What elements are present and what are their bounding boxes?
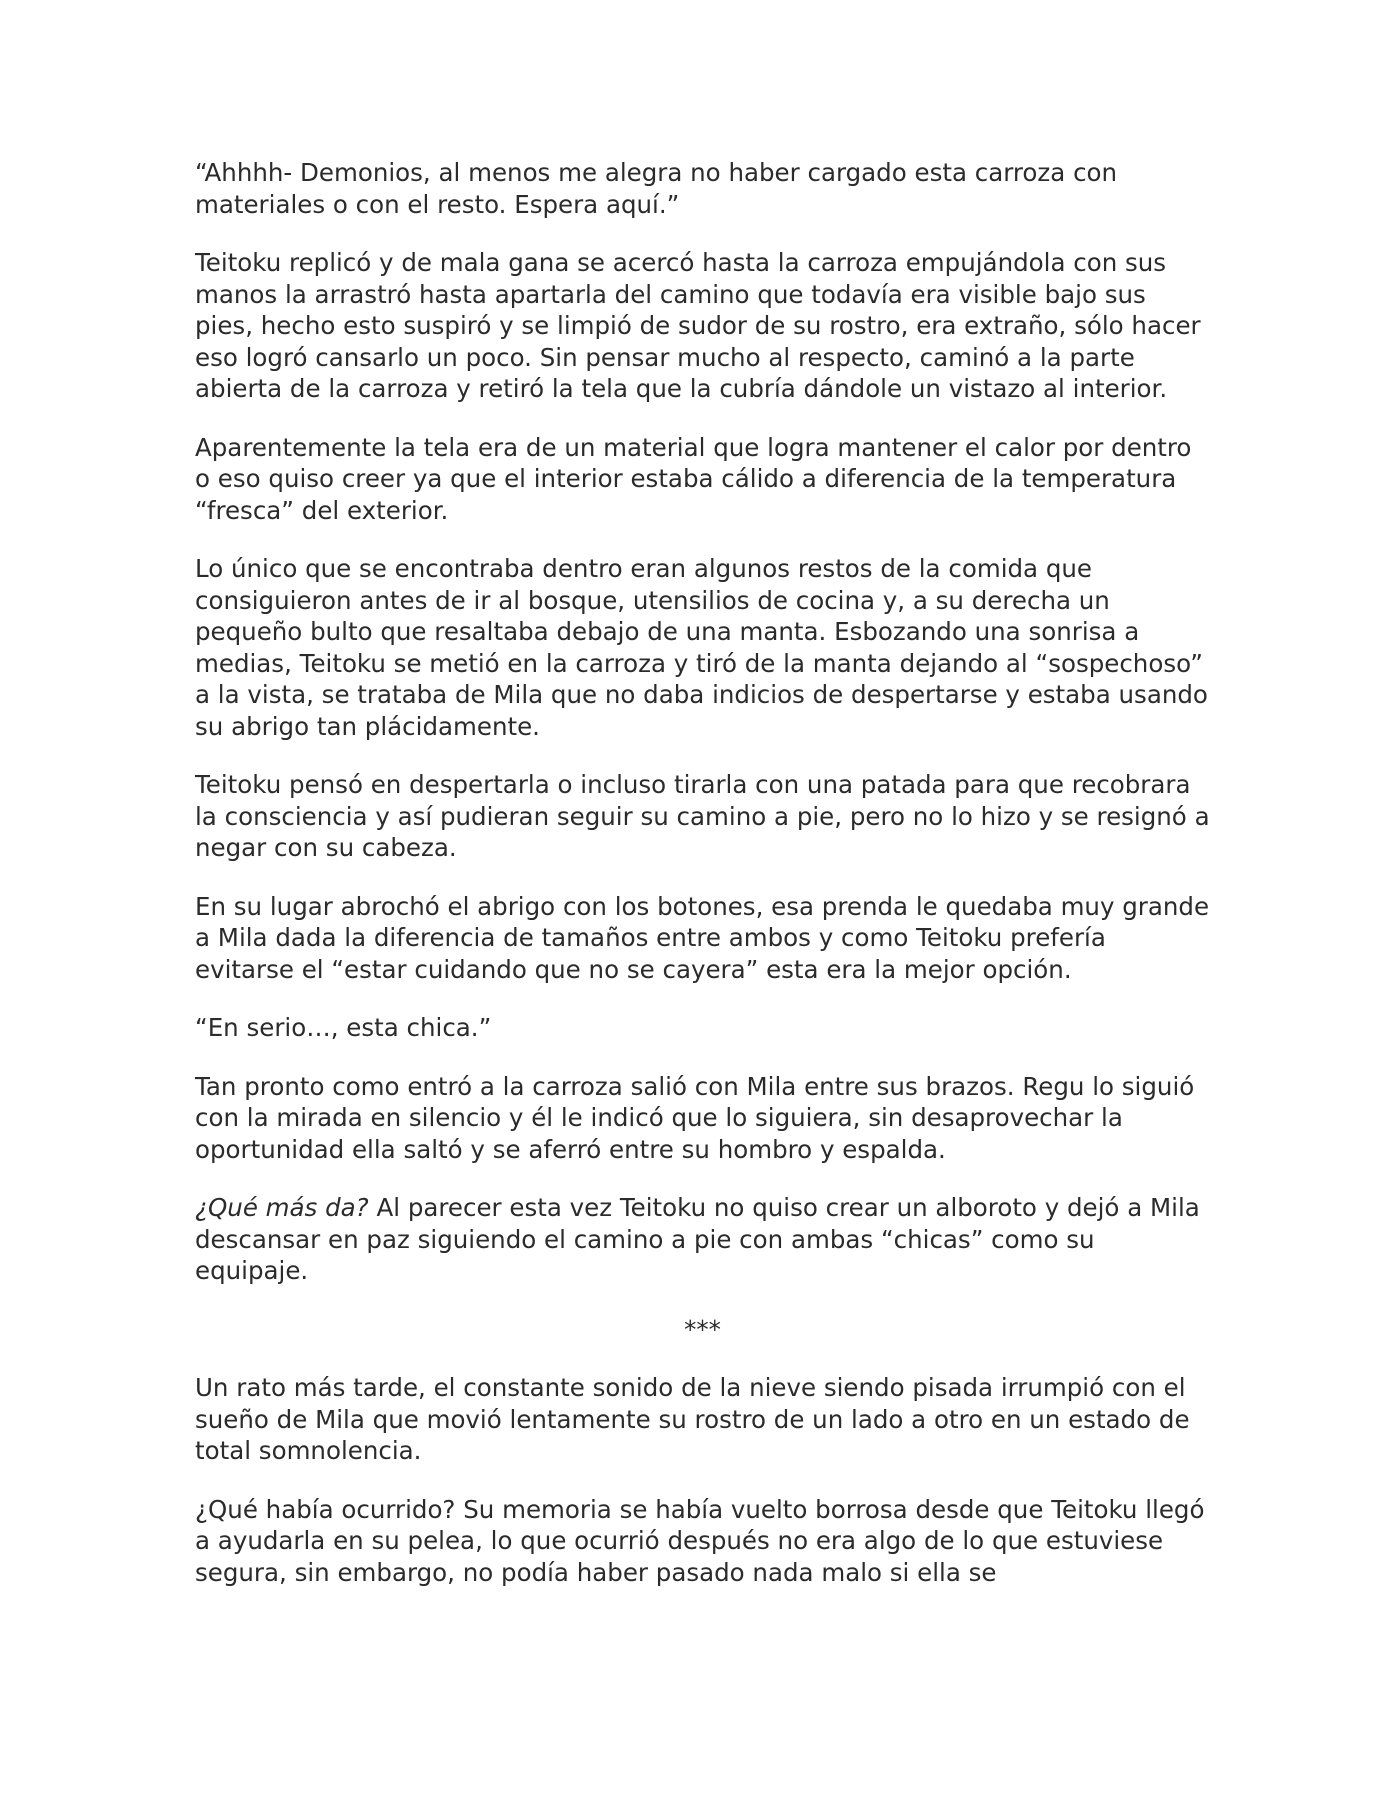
paragraph: “Ahhhh- Demonios, al menos me alegra no haber cargado esta carroza con materiales o con el resto. Espera aquí.” [195, 158, 1118, 219]
paragraph: Teitoku replicó y de mala gana se acercó hasta la carroza empujándola con sus manos la arrastró hasta apartarla del camino que todavía era visible bajo sus pies, hecho esto suspiró y se limpió de sudor de su rostro, era extraño, sólo hacer eso logró cansarlo un poco. Sin pensar mucho al respecto, caminó a la parte abierta de la carroza y retiró la tela que la cubría dándole un vistazo al interior. [195, 248, 1201, 403]
italic-phrase: ¿Qué más da? [195, 1193, 369, 1222]
paragraph: Un rato más tarde, el constante sonido de la nieve siendo pisada irrumpió con el sueño de Mila que movió lentamente su rostro de un lado a otro en un estado de total somnolencia. [195, 1373, 1190, 1465]
paragraph-text: Al parecer esta vez Teitoku no quiso crear un alboroto y dejó a Mila descansar en paz siguiendo el camino a pie con ambas “chicas” como su equipaje. [195, 1193, 1200, 1285]
paragraph: En su lugar abrochó el abrigo con los botones, esa prenda le quedaba muy grande a Mila dada la diferencia de tamaños entre ambos y como Teitoku prefería evitarse el “estar cuidando que no se cayera” esta era la mejor opción. [195, 891, 1210, 984]
scene-separator: *** [684, 1314, 721, 1344]
paragraph: “En serio…, esta chica.” [195, 1013, 492, 1042]
document-page [195, 157, 1210, 1615]
paragraph: Tan pronto como entró a la carroza salió con Mila entre sus brazos. Regu lo siguió con la mirada en silencio y él le indicó que lo siguiera, sin desaprovechar la oportunidad ella saltó y se aferró entre su hombro y espalda. [195, 1071, 1195, 1164]
paragraph: Lo único que se encontraba dentro eran algunos restos de la comida que consiguieron antes de ir al bosque, utensilios de cocina y, a su derecha un pequeño bulto que resaltaba debajo de una manta. Esbozando una sonrisa a medias, Teitoku se metió en la carroza y tiró de la manta dejando al “sospechoso” a la vista, se trataba de Mila que no daba indicios de despertarse y estaba usando su abrigo tan plácidamente. [195, 554, 1208, 741]
paragraph: ¿Qué había ocurrido? Su memoria se había vuelto borrosa desde que Teitoku llegó a ayudarla en su pelea, lo que ocurrió después no era algo de lo que estuviese segura, sin embargo, no podía haber pasado nada malo si ella se [195, 1494, 1205, 1587]
paragraph-with-italic [195, 1192, 1210, 1287]
paragraph: Aparentemente la tela era de un material que logra mantener el calor por dentro o eso quiso creer ya que el interior estaba cálido a diferencia de la temperatura “fresca” del exterior. [195, 432, 1192, 525]
paragraph: Teitoku pensó en despertarla o incluso tirarla con una patada para que recobrara la consciencia y así pudieran seguir su camino a pie, pero no lo hizo y se resignó a negar con su cabeza. [195, 770, 1210, 862]
